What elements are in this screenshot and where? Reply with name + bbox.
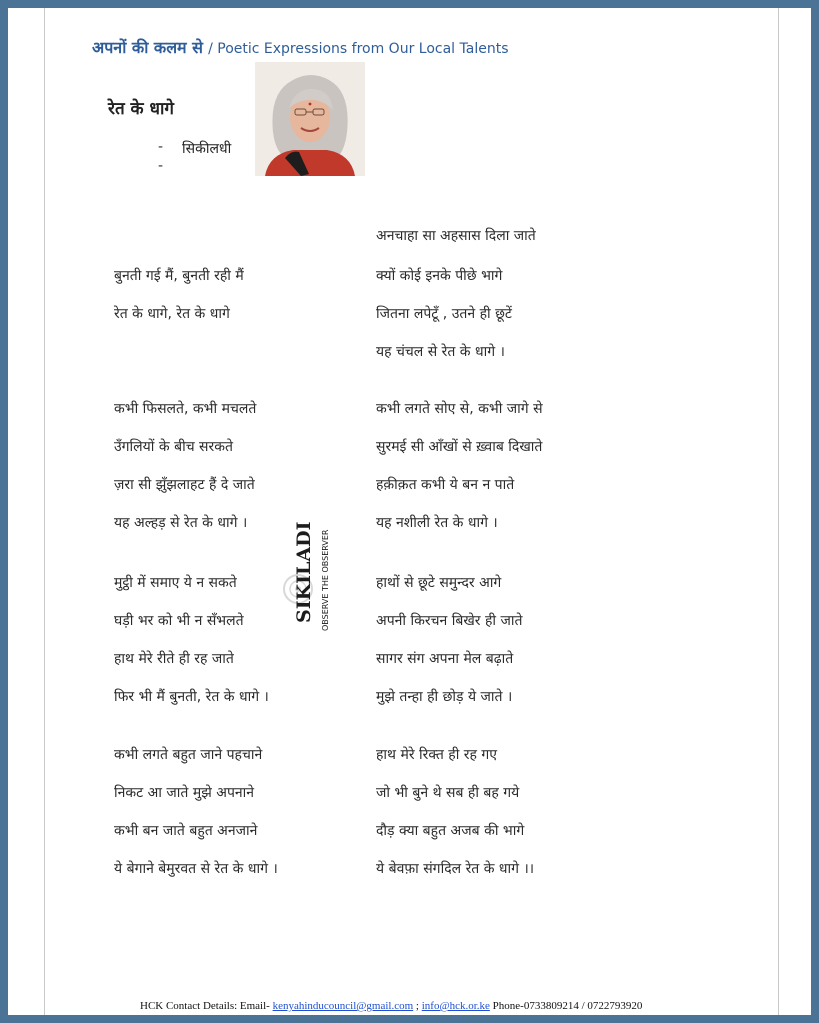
email-link-hck[interactable]: info@hck.or.ke: [421, 1000, 490, 1012]
header-hindi-title: अपनों की कलम से: [92, 38, 203, 57]
left-margin-line: [44, 8, 45, 1015]
poem-line: दौड़ क्या बहुत अजब की भागे: [376, 823, 525, 839]
author-dash: -: [158, 139, 164, 155]
poem-title: रेत के धागे: [108, 99, 174, 119]
second-dash: -: [158, 158, 164, 174]
poem-line: ये बेगाने बेमुरवत से रेत के धागे ।: [114, 861, 278, 877]
sikiladi-watermark: [276, 463, 356, 633]
poem-line: हाथों से छूटे समुन्दर आगे: [376, 575, 502, 591]
poem-line: रेत के धागे, रेत के धागे: [114, 306, 230, 322]
poem-line: ज़रा सी झुँझलाहट हैं दे जाते: [114, 477, 255, 493]
header-english-subtitle: / Poetic Expressions from Our Local Talents: [208, 41, 509, 57]
poem-line: उँगलियों के बीच सरकते: [114, 439, 233, 455]
poem-line: कभी लगते सोए से, कभी जागे से: [376, 401, 543, 417]
page-header: [92, 36, 509, 58]
poem-line: निकट आ जाते मुझे अपनाने: [114, 785, 255, 801]
poem-line: सुरमई सी आँखों से ख़्वाब दिखाते: [376, 439, 543, 455]
poem-line: हाथ मेरे रीते ही रह जाते: [114, 651, 234, 667]
document-page: [8, 8, 811, 1015]
poem-line: हक़ीक़त कभी ये बन न पाते: [376, 477, 515, 493]
poem-line: घड़ी भर को भी न सँभलते: [114, 613, 244, 629]
footer-phone: Phone-0733809214 / 0722793920: [489, 1000, 643, 1012]
poem-line: सागर संग अपना मेल बढ़ाते: [376, 651, 514, 667]
author-portrait-icon: [255, 62, 365, 176]
watermark-name: SIKILADI: [293, 521, 315, 623]
poem-line: कभी लगते बहुत जाने पहचाने: [114, 747, 263, 763]
poem-line: मुझे तन्हा ही छोड़ ये जाते ।: [376, 689, 513, 705]
watermark-tagline: OBSERVE THE OBSERVER: [321, 529, 330, 631]
poem-line: मुट्ठी में समाए ये न सकते: [114, 575, 237, 591]
footer-prefix: HCK Contact Details: Email-: [140, 1000, 273, 1012]
poem-line: कभी बन जाते बहुत अनजाने: [114, 823, 258, 839]
poem-line: हाथ मेरे रिक्त ही रह गए: [376, 747, 498, 763]
poem-line: क्यों कोई इनके पीछे भागे: [376, 268, 503, 284]
author-photo: [255, 62, 365, 176]
poem-line: फिर भी मैं बुनती, रेत के धागे ।: [114, 689, 269, 705]
watermark-logo-icon: [276, 463, 356, 633]
poem-author: सिकीलधी: [182, 141, 232, 157]
poem-line: यह चंचल से रेत के धागे ।: [376, 344, 505, 360]
poem-line: यह नशीली रेत के धागे ।: [376, 515, 498, 531]
email-link-hindu-council[interactable]: kenyahinducouncil@gmail.com: [272, 1000, 414, 1012]
page-footer: [140, 1000, 642, 1012]
poem-line: ये बेवफ़ा संगदिल रेत के धागे ।।: [376, 861, 535, 877]
poem-line: जितना लपेटूँ , उतने ही छूटें: [376, 306, 512, 322]
poem-line: अनचाहा सा अहसास दिला जाते: [376, 228, 536, 244]
footer-separator: ;: [413, 1000, 422, 1012]
poem-line: यह अल्हड़ से रेत के धागे ।: [114, 515, 248, 531]
poem-line: जो भी बुने थे सब ही बह गये: [376, 785, 520, 801]
poem-line: अपनी किरचन बिखेर ही जाते: [376, 613, 523, 629]
right-margin-line: [778, 8, 779, 1015]
poem-line: कभी फिसलते, कभी मचलते: [114, 401, 257, 417]
poem-line: बुनती गई मैं, बुनती रही मैं: [114, 268, 244, 284]
